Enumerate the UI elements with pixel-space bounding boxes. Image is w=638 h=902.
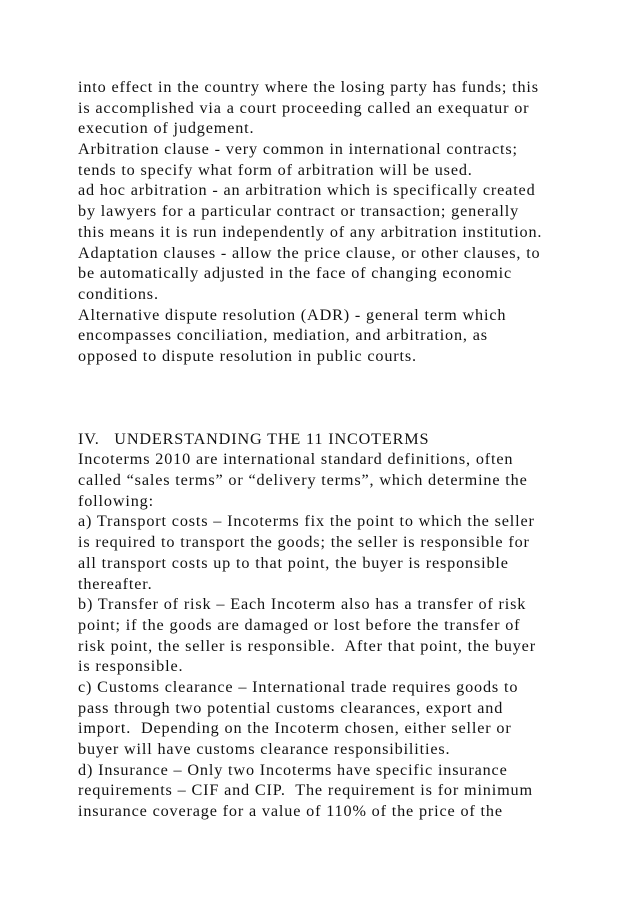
text-line: import. Depending on the Incoterm chosen, either seller or (78, 719, 512, 738)
text-line: c) Customs clearance – International trade requires goods to (78, 677, 519, 696)
text-line: conditions. (78, 284, 159, 303)
text-line: buyer will have customs clearance responsibilities. (78, 740, 451, 759)
text-line: pass through two potential customs clearances, export and (78, 698, 504, 717)
text-line: insurance coverage for a value of 110% of the price of the (78, 802, 503, 821)
paragraph-gap (78, 367, 618, 429)
text-line: ad hoc arbitration - an arbitration which is specifically created (78, 181, 536, 200)
text-line: is required to transport the goods; the seller is responsible for (78, 533, 530, 552)
text-line: Incoterms 2010 are international standard definitions, often (78, 450, 514, 469)
text-line: all transport costs up to that point, the buyer is responsible (78, 553, 509, 572)
text-line: this means it is run independently of any arbitration institution. (78, 222, 543, 241)
text-line: is accomplished via a court proceeding called an exequatur or (78, 98, 530, 117)
text-line: following: (78, 491, 154, 510)
text-line: b) Transfer of risk – Each Incoterm also has a transfer of risk (78, 595, 527, 614)
text-line: be automatically adjusted in the face of changing economic (78, 264, 513, 283)
section-heading: IV. UNDERSTANDING THE 11 INCOTERMS (78, 429, 430, 448)
text-line: a) Transport costs – Incoterms fix the point to which the seller (78, 512, 535, 531)
text-line: point; if the goods are damaged or lost before the transfer of (78, 615, 521, 634)
document-text (78, 77, 618, 822)
text-line: is responsible. (78, 657, 184, 676)
text-line: Arbitration clause - very common in international contracts; (78, 140, 518, 159)
text-line: d) Insurance – Only two Incoterms have specific insurance (78, 760, 508, 779)
text-line: Alternative dispute resolution (ADR) - general term which (78, 305, 507, 324)
text-line: requirements – CIF and CIP. The requirement is for minimum (78, 781, 533, 800)
text-line: opposed to dispute resolution in public courts. (78, 346, 417, 365)
text-line: encompasses conciliation, mediation, and arbitration, as (78, 326, 488, 345)
text-line: called “sales terms” or “delivery terms”, which determine the (78, 471, 528, 490)
text-line: by lawyers for a particular contract or transaction; generally (78, 202, 520, 221)
text-line: thereafter. (78, 574, 153, 593)
text-line: tends to specify what form of arbitration will be used. (78, 160, 473, 179)
text-line: risk point, the seller is responsible. After that point, the buyer (78, 636, 536, 655)
text-line: Adaptation clauses - allow the price clause, or other clauses, to (78, 243, 541, 262)
text-line: into effect in the country where the losing party has funds; this (78, 78, 539, 96)
text-line: execution of judgement. (78, 119, 255, 138)
